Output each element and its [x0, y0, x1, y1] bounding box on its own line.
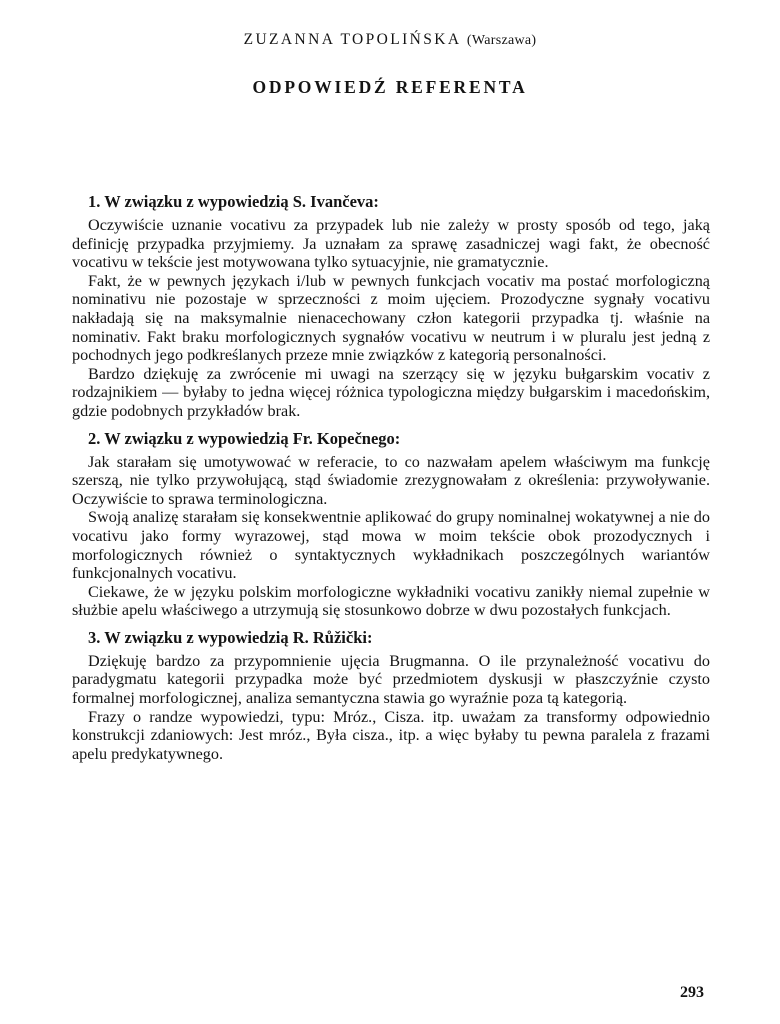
section-1	[72, 192, 710, 421]
author-name: ZUZANNA TOPOLIŃSKA	[243, 31, 461, 48]
section-heading: 3. W związku z wypowiedzią R. Růžički:	[88, 627, 373, 647]
paragraph: Fakt, że w pewnych językach i/lub w pewnych funkcjach vocativ ma postać morfologiczną nominativu nie pozostaje w sprzeczności z moim ujęciem. Prozodyczne sygnały vocativu nakładają się na maksymalnie nienacechowany człon kategorii przypadka tj. właśnie na nominativ. Fakt braku morfologicznych sygnałów vocativu w neutrum i w pluralu jest jedną z pochodnych jego podkreślanych przeze mnie związków z kategorią personalności.	[72, 271, 710, 365]
section-2	[72, 429, 710, 620]
author-line	[0, 30, 780, 51]
paragraph: Swoją analizę starałam się konsekwentnie aplikować do grupy nominalnej wokatywnej a nie do vocativu jako formy wyrazowej, stąd mowa w moim tekście obok prozodycznych i morfologicznych również o syntaktycznych wykładnikach poszczególnych wariantów funkcjonalnych vocativu.	[72, 508, 710, 583]
section-heading: 1. W związku z wypowiedzią S. Ivančeva:	[88, 192, 379, 211]
section-heading: 2. W związku z wypowiedzią Fr. Kopečnego:	[88, 428, 401, 448]
article-body	[72, 192, 710, 763]
article-title: ODPOWIEDŹ REFERENTA	[252, 77, 528, 97]
paragraph: Ciekawe, że w języku polskim morfologiczne wykładniki vocativu zanikły niemal zupełnie w służbie apelu właściwego a utrzymują się stosunkowo dobrze w dwu pozostałych funkcjach.	[72, 582, 710, 620]
section-3	[72, 628, 710, 764]
paragraph: Bardzo dziękuję za zwrócenie mi uwagi na szerzący się w języku bułgarskim vocativ z rodzajnikiem — byłaby to jedna więcej różnica typologiczna między bułgarskim i macedońskim, gdzie podobnych przykładów brak.	[72, 364, 710, 420]
paragraph: Frazy o randze wypowiedzi, typu: Mróz., Cisza. itp. uważam za transformy odpowiednio konstrukcji zdaniowych: Jest mróz., Była cisza., itp. a więc byłaby tu pewna paralela z frazami apelu predykatywnego.	[72, 707, 710, 763]
paragraph: Jak starałam się umotywować w referacie, to co nazwałam apelem właściwym ma funkcję szerszą, nie tylko przywołującą, stąd świadomie zrezygnowałam z określenia: przywoływanie. Oczywiście to sprawa terminologiczna.	[72, 452, 710, 508]
page-number: 293	[680, 984, 704, 1001]
paragraph: Oczywiście uznanie vocativu za przypadek lub nie zależy w prosty sposób od tego, jaką definicję przypadka przyjmiemy. Ja uznałam za sprawę zasadniczej wagi fakt, że obecność vocativu w tekście jest motywowana tylko sytuacyjnie, nie gramatycznie.	[72, 216, 710, 272]
author-affiliation: (Warszawa)	[466, 33, 537, 48]
paragraph: Dziękuję bardzo za przypomnienie ujęcia Brugmanna. O ile przynależność vocativu do paradygmatu kategorii przypadka może być przedmiotem dyskusji w płaszczyźnie czysto formalnej morfologicznej, analiza semantyczna stawia go wyraźnie poza tą kategorią.	[72, 651, 710, 708]
